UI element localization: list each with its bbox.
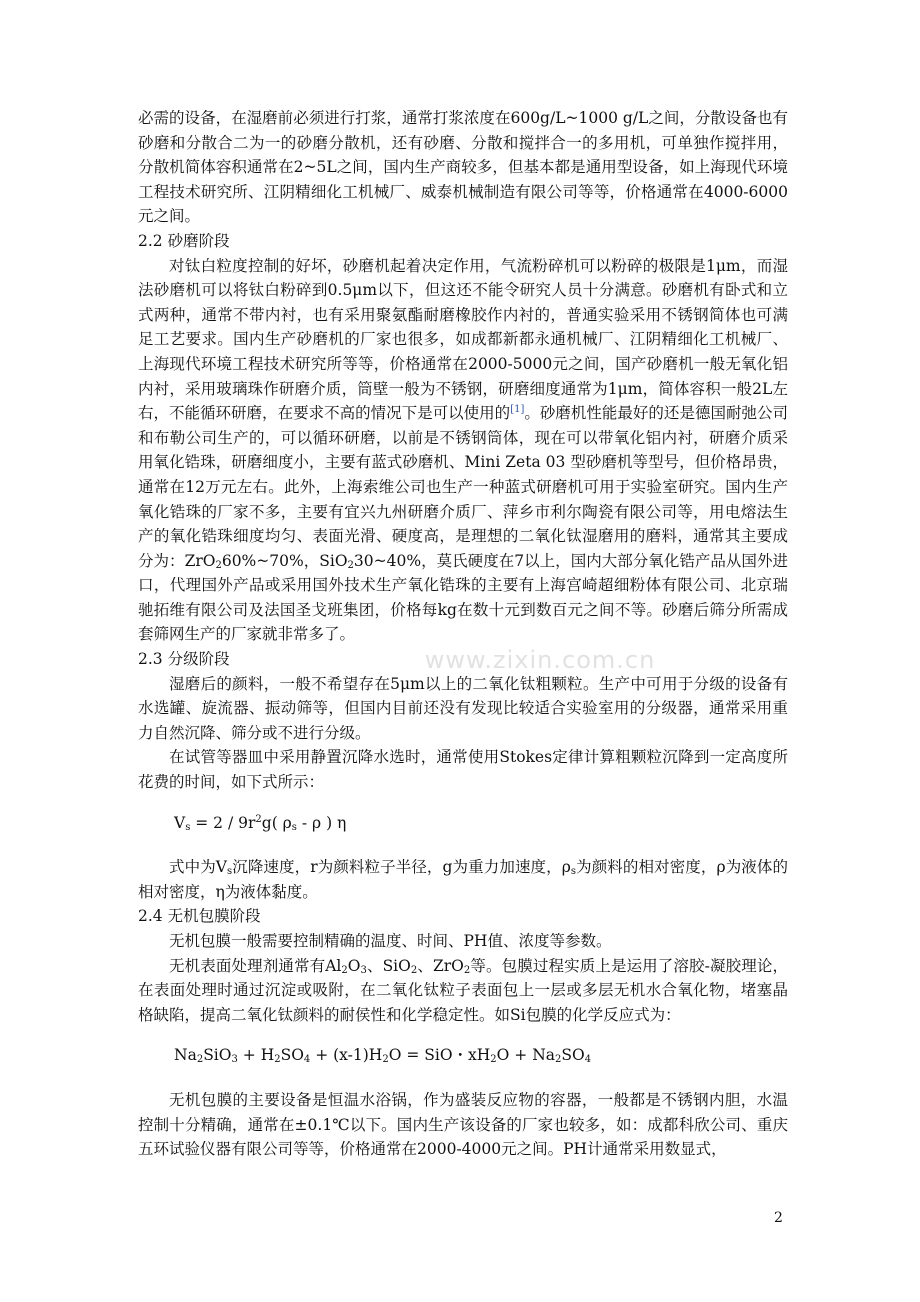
section-heading-2-2: 2.2 砂磨阶段 [138, 231, 230, 250]
section-heading-2-4: 2.4 无机包膜阶段 [138, 907, 261, 926]
paragraph-classification: 湿磨后的颜料，一般不希望存在5μm以上的二氧化钛粗颗粒。生产中可用于分级的设备有水选罐、旋流器、振动筛等，但国内目前还没有发现比较适合实验室用的分级器，通常采用重力自然沉降、筛分或不进行分级。 [138, 674, 788, 742]
citation-link[interactable]: [1] [510, 404, 525, 416]
page-number: 2 [774, 1210, 783, 1226]
paragraph-formula-legend: 式中为$V_s$沉降速度，r为颜料粒子半径，g为重力加速度，$\rho_s$为颜料的相对密度，ρ为液体的相对密度，η为液体黏度。 [138, 858, 788, 901]
paragraph-stokes: 在试管等器皿中采用静置沉降水选时，通常使用Stokes定律计算粗颗粒沉降到一定高度所花费的时间，如下式所示： [138, 748, 788, 792]
paragraph-coating-equipment: 无机包膜的主要设备是恒温水浴锅，作为盛装反应物的容器，一般都是不锈钢内胆，水温控制十分精确，通常在±0.1℃以下。国内生产该设备的厂家也较多，如：成都科欣公司、重庆五环试验仪器有限公司等等，价格通常在2000-4000元之间。PH计通常采用数显式， [138, 1090, 788, 1159]
paragraph-coating-agents: 无机表面处理剂通常有$Al_2O_3$、SiO$_2$、ZrO$_2$等。包膜过程实质上是运用了溶胶-凝胶理论，在表面处理时通过沉淀或吸附，在二氧化钛粒子表面包上一层或多层无机水合氧化物，堵塞晶格缺陷，提高二氧化钛颜料的耐侯性和化学稳定性。如Si包膜的化学反应式为： [138, 956, 789, 1024]
paragraph-coating-params: 无机包膜一般需要控制精确的温度、时间、PH值、浓度等参数。 [169, 932, 612, 950]
paragraph-sand-milling: 对钛白粒度控制的好坏，砂磨机起着决定作用，气流粉碎机可以粉碎的极限是1μm，而湿法砂磨机可以将钛白粉碎到0.5μm以下，但这还不能令研究人员十分满意。砂磨机有卧式和立式两种，通常不带内衬，也有采用聚氨酯耐磨橡胶作内衬的，普通实验采用不锈钢简体也可满足工艺要求。国内生产砂磨机的厂家也很多，如成都新都永通机械厂、江阴精细化工机械厂、上海现代环境工程技术研究所等等，价格通常在2000-5000元之间，国产砂磨机一般无氧化铝内衬，采用玻璃珠作研磨介质，筒壁一般为不锈钢，研磨细度通常为1μm，简体容积一般2L左右，不能循环研磨，在要求不高的情况下是可以使用的[1]。砂磨机性能最好的还是德国耐弛公司和布勒公司生产的，可以循环研磨，以前是不锈钢筒体，现在可以带氧化铝内衬，研磨介质采用氧化锆珠，研磨细度小，主要有蓝式砂磨机、Mini Zeta 03 型砂磨机等型号，但价格昂贵，通常在12万元左右。此外，上海索维公司也生产一种蓝式研磨机可用于实验室研究。国内生产氧化锆珠的厂家不多，主要有宜兴九州研磨介质厂、萍乡市利尔陶瓷有限公司等，用电熔法生产的氧化锆珠细度均匀、表面光滑、硬度高，是理想的二氧化钛湿磨用的磨料，通常其主要成分为：ZrO$_2$60%~70%，SiO$_2$30~40%，莫氏硬度在7以上，国内大部分氧化锆产品从国外进口，代理国外产品或采用国外技术生产氧化锆珠的主要有上海宫崎超细粉体有限公司、北京瑞驰拓维有限公司及法国圣戈班集团，价格每kg在数十元到数百元之间不等。砂磨后筛分所需成套筛网生产的厂家就非常多了。 [138, 256, 788, 644]
watermark: www.zixin.com.cn [424, 646, 656, 674]
paragraph-intro: 必需的设备，在湿磨前必须进行打浆，通常打浆浓度在600g/L~1000 g/L之间，分散设备也有砂磨和分散合二为一的砂磨分散机，还有砂磨、分散和搅拌合一的多用机，可单独作搅拌用，分散机简体容积通常在2~5L之间，国内生产商较多，但基本都是通用型设备，如上海现代环境工程技术研究所、江阴精细化工机械厂、威泰机械制造有限公司等等，价格通常在4000-6000元之间。 [138, 109, 788, 226]
formula-si-coating: $Na_2SiO_3 + H_2SO_4 + (x-1)H_2O$ = SiO・$xH_2O + Na_2SO_4$ [174, 1046, 592, 1066]
section-heading-2-3: 2.3 分级阶段 [138, 650, 230, 669]
page-content [138, 106, 788, 1162]
formula-stokes: $V_s = 2 / 9r^2g$( $\rho_s$ - ρ ) η [174, 813, 347, 833]
